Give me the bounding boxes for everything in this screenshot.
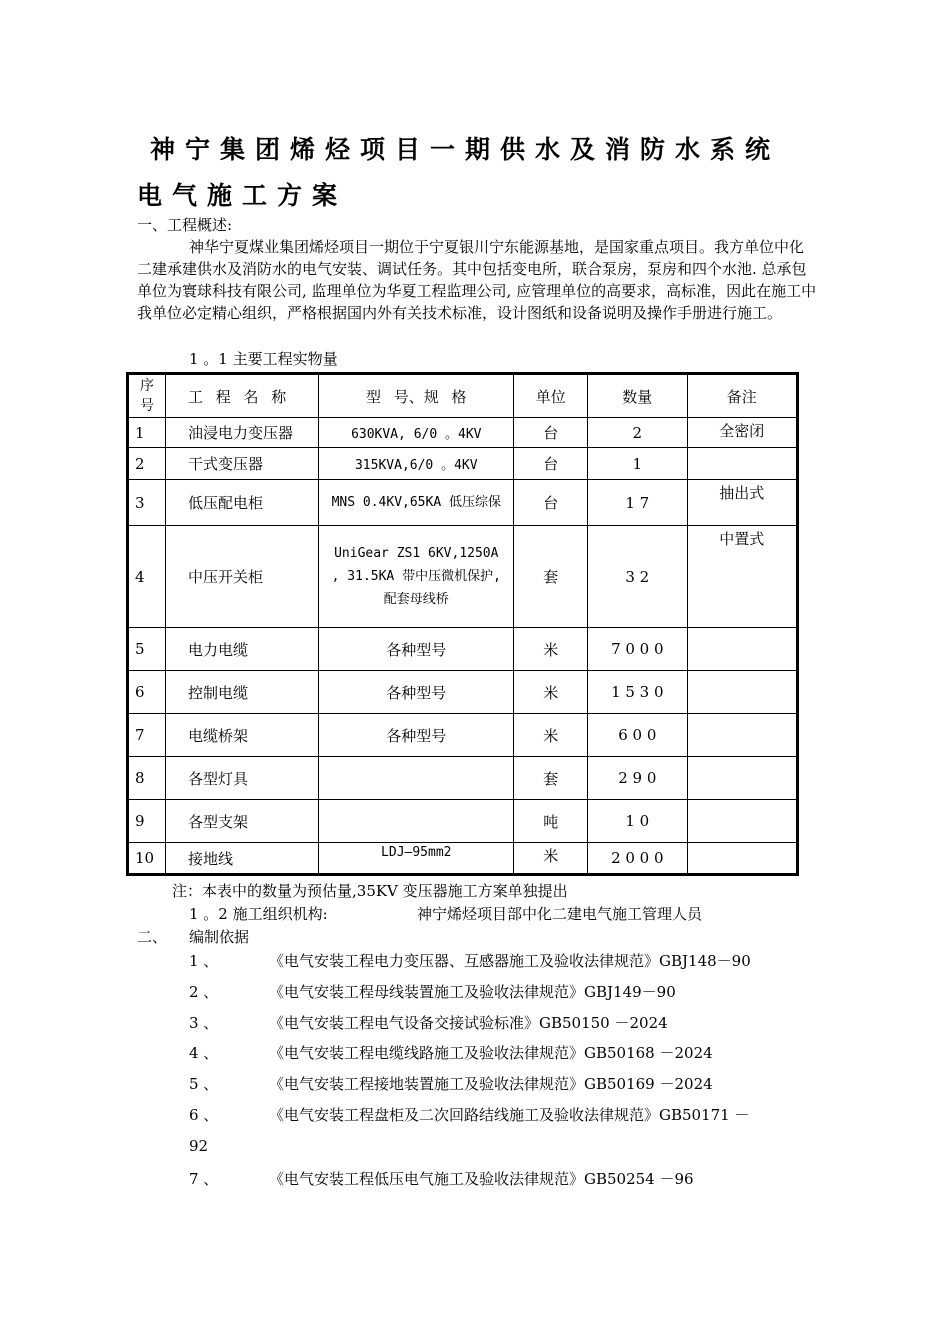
- section1-paragraph-text: 神华宁夏煤业集团烯烃项目一期位于宁夏银川宁东能源基地，是国家重点项目。我方单位中化二建承建供水及消防水的电气安装、调试任务。其中包括变电所，联合泵房，泵房和四个水池. 总承包单位为寰球科技有限公司, 监理单位为华夏工程监理公司, 应管理单位的高要求，高标准，因此在施工中我单位必定精心组织，严格根据国内外有关技术标准，设计图纸和设备说明及操作手册进行施工。: [137, 238, 817, 322]
- section1-heading: 一、工程概述:: [137, 216, 233, 234]
- cell-unit: 米: [514, 671, 588, 714]
- table-header-row: [128, 374, 798, 418]
- basis-item-text: 《电气安装工程接地装置施工及验收法律规范》GB50169 －2024: [269, 1075, 713, 1093]
- cell-remark: 全密闭: [687, 418, 797, 448]
- quantity-table: [126, 372, 799, 876]
- subsection-1-1-heading: 1 。1 主要工程实物量: [189, 350, 338, 368]
- cell-spec: MNS 0.4KV,65KA 低压综保: [319, 480, 514, 526]
- basis-item-continued: [189, 1137, 208, 1155]
- cell-remark: [687, 714, 797, 757]
- subsection-1-2-value: 神宁烯烃项目部中化二建电气施工管理人员: [417, 905, 703, 923]
- table-row: [128, 418, 798, 448]
- cell-no: 4: [128, 526, 166, 628]
- cell-unit: 米: [514, 843, 588, 875]
- header-remark: 备注: [687, 374, 797, 418]
- cell-unit: 台: [514, 418, 588, 448]
- basis-item-text: 《电气安装工程盘柜及二次回路结线施工及验收法律规范》GB50171 －: [269, 1106, 750, 1124]
- table-note: 注：本表中的数量为预估量,35KV 变压器施工方案单独提出: [172, 882, 568, 900]
- cell-qty: 2: [588, 418, 687, 448]
- basis-item-text: 《电气安装工程低压电气施工及验收法律规范》GB50254 －96: [269, 1170, 694, 1188]
- cell-remark: 中置式: [687, 526, 797, 628]
- cell-unit: 套: [514, 526, 588, 628]
- cell-unit: 米: [514, 714, 588, 757]
- basis-item-no: 2 、: [189, 983, 219, 1001]
- cell-qty: 7 0 0 0: [588, 628, 687, 671]
- cell-remark: [687, 448, 797, 480]
- cell-unit: 台: [514, 448, 588, 480]
- cell-remark: [687, 671, 797, 714]
- cell-no: 9: [128, 800, 166, 843]
- cell-qty: 6 0 0: [588, 714, 687, 757]
- table-row: [128, 800, 798, 843]
- cell-spec: 630KVA, 6/0 。4KV: [319, 418, 514, 448]
- cell-no: 8: [128, 757, 166, 800]
- cell-remark: [687, 843, 797, 875]
- cell-no: 2: [128, 448, 166, 480]
- section2-number: 二、: [137, 928, 168, 946]
- table-row: [128, 671, 798, 714]
- document-title: 神宁集团烯烃项目一期供水及消防水系统: [150, 135, 781, 164]
- table-row: [128, 714, 798, 757]
- cell-unit: 台: [514, 480, 588, 526]
- cell-name: 各型支架: [165, 800, 318, 843]
- cell-remark: [687, 757, 797, 800]
- header-spec: 型 号、规 格: [319, 374, 514, 418]
- cell-unit: 吨: [514, 800, 588, 843]
- basis-item: [189, 1012, 668, 1033]
- cell-spec: 315KVA,6/0 。4KV: [319, 448, 514, 480]
- table-row: [128, 448, 798, 480]
- cell-spec: UniGear ZS1 6KV,1250A , 31.5KA 带中压微机保护, 配套母线桥: [319, 526, 514, 628]
- basis-item: [189, 950, 751, 971]
- cell-spec: LDJ—95mm2: [319, 843, 514, 875]
- basis-item-text: 92: [189, 1137, 209, 1155]
- cell-remark: 抽出式: [687, 480, 797, 526]
- cell-qty: 2 9 0: [588, 757, 687, 800]
- table-row: [128, 843, 798, 875]
- subsection-1-2-label: 1 。2 施工组织机构:: [189, 905, 328, 923]
- basis-item-text: 《电气安装工程电缆线路施工及验收法律规范》GB50168 －2024: [269, 1044, 713, 1062]
- document-subtitle: 电气施工方案: [137, 181, 348, 210]
- cell-spec: 各种型号: [319, 671, 514, 714]
- basis-item: [189, 1042, 713, 1063]
- basis-item-no: 5 、: [189, 1075, 219, 1093]
- header-name: 工 程 名 称: [165, 374, 318, 418]
- cell-qty: 3 2: [588, 526, 687, 628]
- cell-spec: 各种型号: [319, 628, 514, 671]
- cell-name: 各型灯具: [165, 757, 318, 800]
- cell-spec: [319, 757, 514, 800]
- header-no: 序号: [128, 374, 166, 418]
- header-unit: 单位: [514, 374, 588, 418]
- cell-no: 7: [128, 714, 166, 757]
- cell-qty: 2 0 0 0: [588, 843, 687, 875]
- table-row: [128, 480, 798, 526]
- table-row: [128, 757, 798, 800]
- cell-name: 电力电缆: [165, 628, 318, 671]
- cell-qty: 1: [588, 448, 687, 480]
- cell-remark: [687, 628, 797, 671]
- cell-no: 10: [128, 843, 166, 875]
- basis-item-no: 1 、: [189, 952, 219, 970]
- basis-item-text: 《电气安装工程电气设备交接试验标准》GB50150 －2024: [269, 1014, 668, 1032]
- header-qty: 数量: [588, 374, 687, 418]
- cell-qty: 1 7: [588, 480, 687, 526]
- cell-no: 6: [128, 671, 166, 714]
- basis-item-no: 7 、: [189, 1170, 219, 1188]
- basis-item: [189, 981, 676, 1002]
- cell-no: 5: [128, 628, 166, 671]
- cell-spec: 各种型号: [319, 714, 514, 757]
- cell-spec: [319, 800, 514, 843]
- cell-no: 3: [128, 480, 166, 526]
- section1-paragraph: [137, 236, 817, 324]
- cell-name: 低压配电柜: [165, 480, 318, 526]
- cell-name: 油浸电力变压器: [165, 418, 318, 448]
- cell-name: 电缆桥架: [165, 714, 318, 757]
- cell-name: 控制电缆: [165, 671, 318, 714]
- cell-no: 1: [128, 418, 166, 448]
- cell-unit: 米: [514, 628, 588, 671]
- cell-qty: 1 0: [588, 800, 687, 843]
- cell-qty: 1 5 3 0: [588, 671, 687, 714]
- cell-name: 接地线: [165, 843, 318, 875]
- cell-name: 干式变压器: [165, 448, 318, 480]
- table-row: [128, 526, 798, 628]
- basis-item-text: 《电气安装工程电力变压器、互感器施工及验收法律规范》GBJ148－90: [269, 952, 751, 970]
- basis-item-no: 6 、: [189, 1106, 219, 1124]
- cell-remark: [687, 800, 797, 843]
- table-row: [128, 628, 798, 671]
- basis-item: [189, 1168, 694, 1189]
- basis-item: [189, 1104, 750, 1125]
- basis-item-text: 《电气安装工程母线装置施工及验收法律规范》GBJ149－90: [269, 983, 676, 1001]
- basis-item: [189, 1073, 713, 1094]
- basis-item-no: 3 、: [189, 1014, 219, 1032]
- section2-heading: 编制依据: [189, 928, 250, 946]
- cell-name: 中压开关柜: [165, 526, 318, 628]
- cell-unit: 套: [514, 757, 588, 800]
- basis-item-no: 4 、: [189, 1044, 219, 1062]
